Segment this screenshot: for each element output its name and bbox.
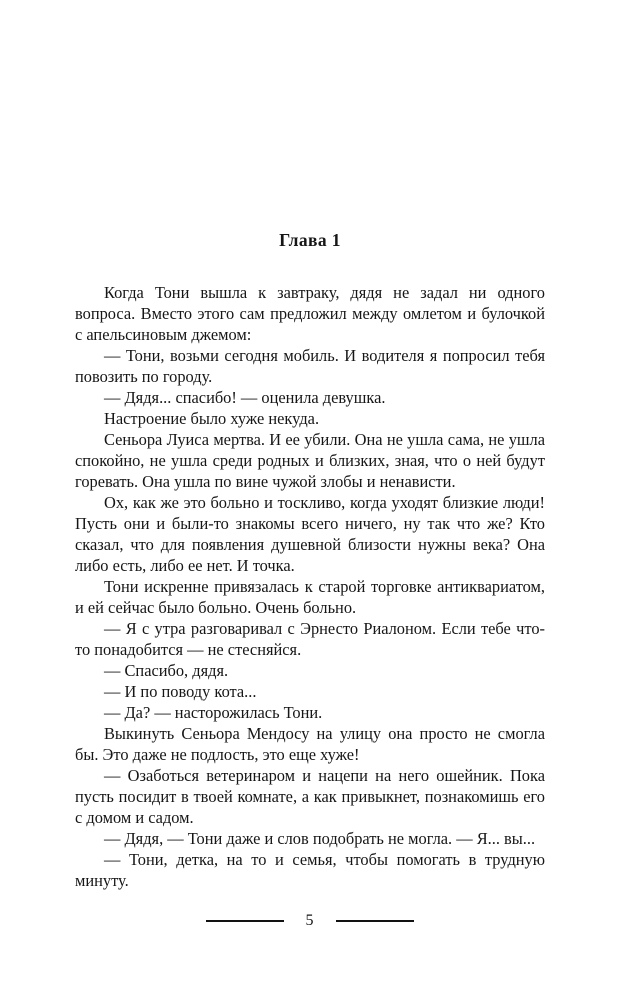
paragraph: — И по поводу кота... <box>104 682 257 701</box>
paragraph: — Дядя... спасибо! — оценила девушка. <box>104 388 386 407</box>
page-footer <box>0 913 619 929</box>
paragraph: — Я с утра разговаривал с Эрнесто Риалоном. Если тебе что-то понадобится — не стесняйся. <box>75 619 545 659</box>
paragraph: — Тони, возьми сегодня мобиль. И водителя я попросил тебя повозить по городу. <box>75 346 545 386</box>
body-text <box>75 282 545 891</box>
paragraph: Тони искренне привязалась к старой торговке антиквариатом, и ей сейчас было больно. Очень больно. <box>75 577 545 617</box>
paragraph: — Тони, детка, на то и семья, чтобы помогать в трудную минуту. <box>75 850 545 890</box>
paragraph: Ох, как же это больно и тоскливо, когда уходят близкие люди! Пусть они и были-то знакомы всего ничего, ну так что же? Кто сказал, что для появления душевной близости нужны века? Она либо есть, либо ее нет. И точка. <box>75 493 545 575</box>
page-number: 5 <box>305 912 314 929</box>
paragraph: — Дядя, — Тони даже и слов подобрать не могла. — Я... вы... <box>104 829 536 848</box>
text-block <box>75 230 545 891</box>
paragraph: Когда Тони вышла к завтраку, дядя не задал ни одного вопроса. Вместо этого сам предложил между омлетом и булочкой с апельсиновым джемом: <box>75 283 545 344</box>
paragraph: — Да? — насторожилась Тони. <box>104 703 323 722</box>
footer-right-rule <box>336 920 414 922</box>
chapter-title: Глава 1 <box>279 230 341 250</box>
paragraph: Сеньора Луиса мертва. И ее убили. Она не ушла сама, не ушла спокойно, не ушла среди родных и близких, зная, что о ней будут горевать. Она ушла по вине чужой злобы и ненависти. <box>75 430 545 491</box>
paragraph: — Спасибо, дядя. <box>104 661 229 680</box>
footer-left-rule <box>206 920 284 922</box>
paragraph: — Озаботься ветеринаром и нацепи на него ошейник. Пока пусть посидит в твоей комнате, а как привыкнет, познакомишь его с домом и садом. <box>75 766 545 827</box>
paragraph: Настроение было хуже некуда. <box>104 409 320 428</box>
paragraph: Выкинуть Сеньора Мендосу на улицу она просто не смогла бы. Это даже не подлость, это еще хуже! <box>75 724 545 764</box>
